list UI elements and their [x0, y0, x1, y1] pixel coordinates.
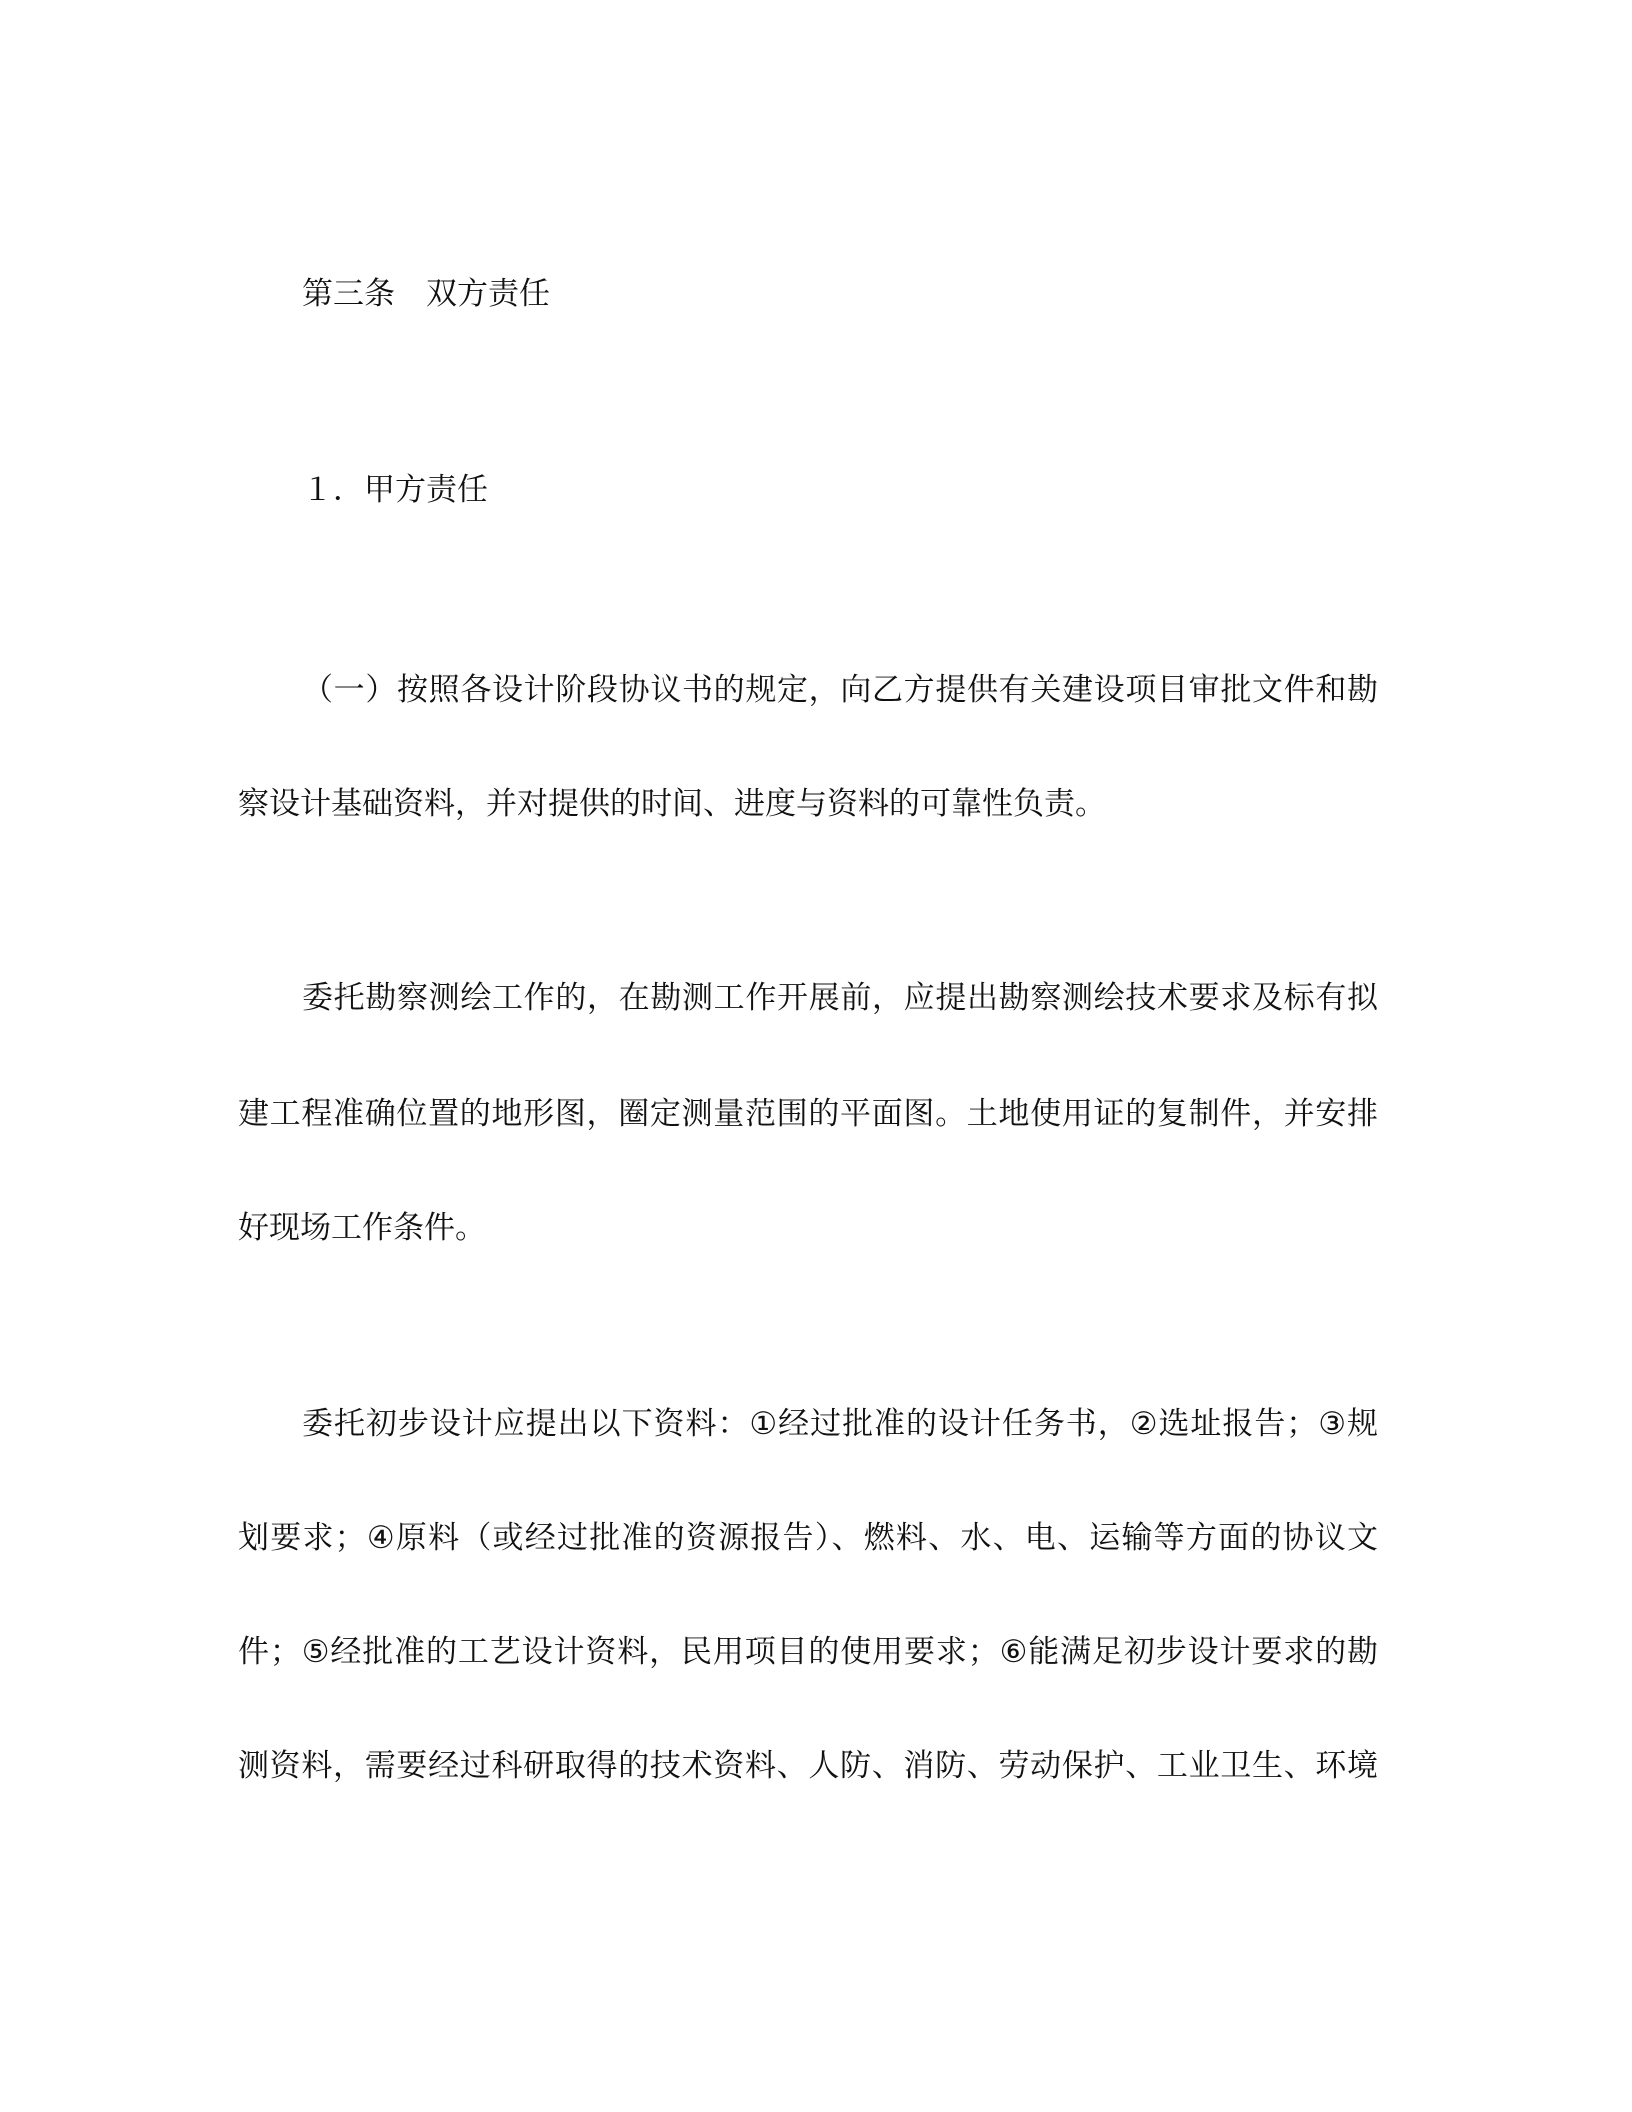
article-heading: 第三条 双方责任	[302, 276, 550, 312]
paragraph-3-line-1: 委托初步设计应提出以下资料：①经过批准的设计任务书，②选址报告；③规	[302, 1406, 1378, 1442]
paragraph-2-line-3: 好现场工作条件。	[238, 1210, 486, 1246]
paragraph-2-line-2: 建工程准确位置的地形图，圈定测量范围的平面图。土地使用证的复制件，并安排	[238, 1096, 1378, 1132]
paragraph-2-line-1: 委托勘察测绘工作的，在勘测工作开展前，应提出勘察测绘技术要求及标有拟	[302, 980, 1378, 1016]
paragraph-3-line-4: 测资料，需要经过科研取得的技术资料、人防、消防、劳动保护、工业卫生、环境	[238, 1748, 1378, 1784]
paragraph-1-line-1: （一）按照各设计阶段协议书的规定，向乙方提供有关建设项目审批文件和勘	[302, 672, 1378, 708]
paragraph-3-line-2: 划要求；④原料（或经过批准的资源报告）、燃料、水、电、运输等方面的协议文	[238, 1520, 1378, 1556]
paragraph-1-line-2: 察设计基础资料，并对提供的时间、进度与资料的可靠性负责。	[238, 786, 1106, 822]
paragraph-3-line-3: 件；⑤经批准的工艺设计资料，民用项目的使用要求；⑥能满足初步设计要求的勘	[238, 1634, 1378, 1670]
section-heading: １．甲方责任	[302, 472, 488, 508]
